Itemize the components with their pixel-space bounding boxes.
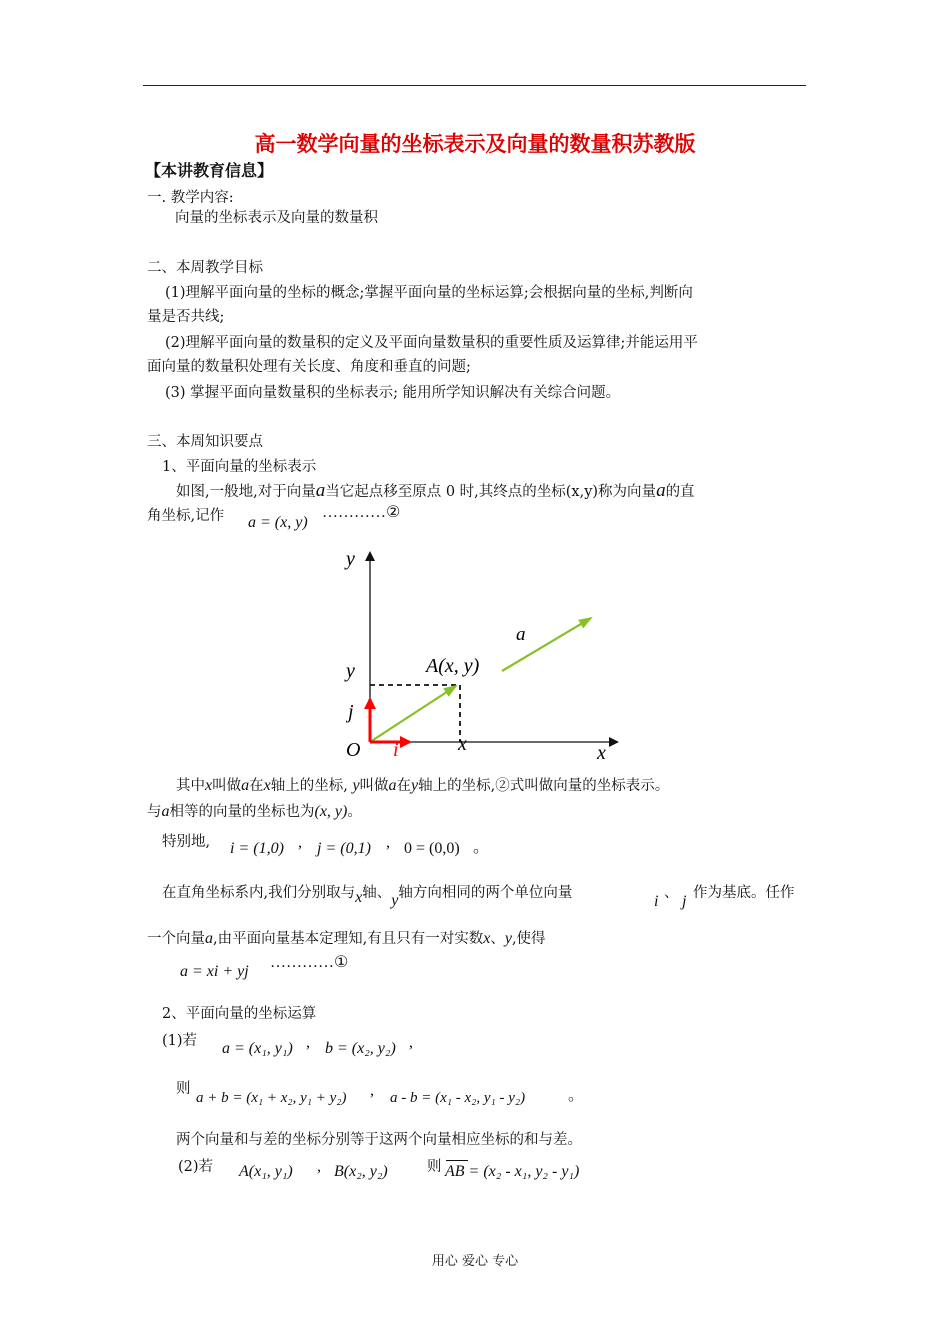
goal3: (3) 掌握平面向量数量积的坐标表示; 能用所学知识解决有关综合问题。 xyxy=(165,385,621,401)
point-A-coords: A(x₁, y₁) xyxy=(239,1163,293,1180)
vector-a: a xyxy=(656,480,666,501)
zero-definition: 0 = (0,0) xyxy=(404,840,460,857)
coord-formula: a = (x, y) xyxy=(248,514,308,531)
point1-line1 xyxy=(176,480,695,502)
page-footer: 用心 爱心 专心 xyxy=(431,1254,519,1269)
x-symbol: x xyxy=(205,777,213,794)
text: 。 xyxy=(347,804,362,820)
origin-label: O xyxy=(346,739,361,760)
comma: , xyxy=(298,834,302,851)
text: 其中 xyxy=(176,778,205,794)
text: 叫做 xyxy=(212,778,242,794)
coordinate-explanation xyxy=(176,774,669,795)
text: 轴、 xyxy=(362,885,392,901)
text: 叫做 xyxy=(359,778,389,794)
vector-OA xyxy=(370,686,456,742)
then-label: 则 xyxy=(176,1081,191,1097)
text: 在直角坐标系内,我们分别取与 xyxy=(162,885,356,901)
y-symbol: y xyxy=(352,777,360,794)
vector-AB-formula: AB = (x₂ - x₁, y₂ - y₁) xyxy=(445,1163,580,1180)
y-symbol: y xyxy=(411,777,419,794)
basis-line xyxy=(162,881,573,909)
info-header: 【本讲教育信息】 xyxy=(145,161,274,180)
decomposition-formula: a = xi + yj xyxy=(180,963,249,980)
section2-heading: 二、本周教学目标 xyxy=(147,260,263,276)
difference-formula: a - b = (x₁ - x₂, y₁ - y₂) xyxy=(390,1090,526,1106)
y-axis-label: y xyxy=(346,548,355,570)
i-definition: i = (1,0) xyxy=(230,840,284,857)
comma: , xyxy=(370,1082,374,1099)
coordinate-figure xyxy=(330,545,630,760)
text: 轴上的坐标,②式叫做向量的坐标表示。 xyxy=(418,778,670,794)
text: 在 xyxy=(396,778,412,794)
x-symbol: x xyxy=(355,889,363,906)
text: 一个向量 xyxy=(147,931,205,947)
j-symbol: j xyxy=(682,893,687,910)
header-rule xyxy=(143,85,806,86)
section3-heading: 三、本周知识要点 xyxy=(147,434,263,450)
section1-content: 向量的坐标表示及向量的数量积 xyxy=(175,210,378,226)
comma: , xyxy=(409,1034,413,1051)
equation-mark-2: …………② xyxy=(322,504,401,521)
goal2-line1: (2)理解平面向量的数量积的定义及平面向量数量积的重要性质及运算律;并能运用平 xyxy=(165,335,698,351)
vector-a: a xyxy=(161,803,170,820)
i-label: i xyxy=(393,739,399,760)
comma: , xyxy=(386,834,390,851)
i-symbol: i xyxy=(654,893,659,910)
text: 轴方向相同的两个单位向量 xyxy=(398,885,573,901)
op2-label: (2)若 xyxy=(178,1159,214,1175)
vector-b-coords: b = (x₂, y₂) xyxy=(325,1040,396,1057)
op2-then: 则 xyxy=(427,1159,442,1175)
point2-title: 2、平面向量的坐标运算 xyxy=(162,1006,317,1022)
text: 与 xyxy=(147,804,162,820)
equation-mark-1: …………① xyxy=(270,954,349,971)
basis-line-end: 作为基底。任作 xyxy=(693,885,795,901)
comma: , xyxy=(317,1158,321,1175)
goal2-line2: 面向量的数量积处理有关长度、角度和垂直的问题; xyxy=(147,359,471,375)
x-symbol: x xyxy=(483,930,491,947)
text: ,使得 xyxy=(511,931,546,947)
section1-heading: 一. 教学内容: xyxy=(147,190,234,206)
j-label: j xyxy=(348,701,354,723)
vector-a: a xyxy=(315,480,326,501)
y-coordinate-label: y xyxy=(346,660,355,682)
special-label: 特别地, xyxy=(162,834,211,850)
text: ,由平面向量基本定理知,有且只有一对实数 xyxy=(213,931,484,947)
x-axis-label: x xyxy=(597,742,606,760)
point1-title: 1、平面向量的坐标表示 xyxy=(162,459,317,475)
text: 如图,一般地,对于向量 xyxy=(176,484,316,500)
vector-a: a xyxy=(241,777,250,794)
vector-a: a xyxy=(205,930,213,947)
text: 在 xyxy=(249,778,264,794)
text: 的直 xyxy=(665,484,695,500)
sum-formula: a + b = (x₁ + x₂, y₁ + y₂) xyxy=(196,1090,347,1106)
period: 。 xyxy=(568,1087,585,1104)
text: 当它起点移至原点 0 时,其终点的坐标(x,y)称为向量 xyxy=(325,484,657,500)
any-vector-line xyxy=(147,927,546,948)
op1-label: (1)若 xyxy=(162,1033,198,1049)
point-B-coords: B(x₂, y₂) xyxy=(334,1163,388,1180)
sum-difference-rule: 两个向量和与差的坐标分别等于这两个向量相应坐标的和与差。 xyxy=(176,1132,582,1148)
text: 相等的向量的坐标也为 xyxy=(169,804,315,820)
y-symbol: y xyxy=(504,930,512,947)
vector-overline xyxy=(446,1160,468,1161)
enum-comma: 、 xyxy=(664,885,679,901)
period: 。 xyxy=(473,839,490,856)
y-symbol: y xyxy=(391,892,399,909)
comma: , xyxy=(306,1034,310,1051)
x-symbol: x xyxy=(263,777,271,794)
text: 、 xyxy=(490,931,505,947)
xy-pair: (x, y) xyxy=(314,803,348,820)
goal1-line2: 量是否共线; xyxy=(147,309,225,325)
goal1-line1: (1)理解平面向量的坐标的概念;掌握平面向量的坐标运算;会根据向量的坐标,判断向 xyxy=(165,285,693,301)
vector-a-label: a xyxy=(516,624,526,645)
vector-a-coords: a = (x₁, y₁) xyxy=(222,1040,293,1057)
equal-vectors-line xyxy=(147,800,362,821)
vector-a: a xyxy=(388,777,397,794)
point1-line2: 角坐标,记作 xyxy=(147,508,225,524)
x-coordinate-label: x xyxy=(458,733,467,755)
point-A-label: A(x, y) xyxy=(426,655,480,677)
j-definition: j = (0,1) xyxy=(317,840,371,857)
text: 轴上的坐标, xyxy=(270,778,348,794)
document-title: 高一数学向量的坐标表示及向量的数量积苏教版 xyxy=(254,132,696,156)
